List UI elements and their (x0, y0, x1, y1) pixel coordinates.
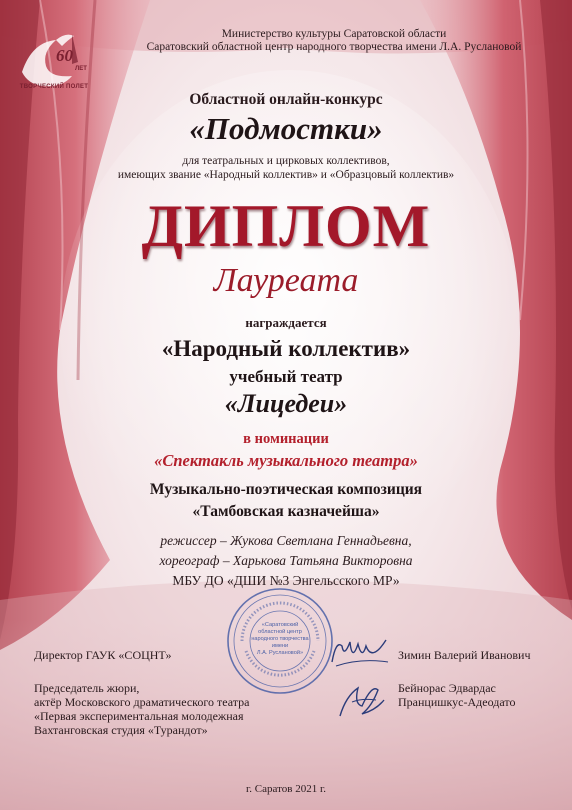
contest-name: «Подмостки» (189, 111, 383, 146)
work-choreographer: хореограф – Харькова Татьяна Викторовна (159, 553, 413, 568)
ministry-line: Министерство культуры Саратовской области (221, 28, 447, 40)
jury-role-3: «Первая экспериментальная молодежная (34, 709, 244, 723)
nomination-label: в номинации (243, 431, 329, 447)
contest-line: Областной онлайн-конкурс (189, 91, 383, 108)
center-line: Саратовский областной центр народного творчества имени Л.А. Руслановой (146, 41, 522, 53)
director-signature (326, 632, 396, 672)
jury-role-4: Вахтанговская студия «Турандот» (34, 723, 208, 737)
jury-role-2: актёр Московского драматического театра (34, 695, 250, 709)
logo-number: 60 (56, 46, 73, 65)
jury-name-2: Пранцишкус-Адеодато (398, 695, 516, 709)
recipient-name: «Лицедеи» (224, 389, 348, 418)
stamp-line-4: имени (271, 643, 289, 649)
logo-years: ЛЕТ (75, 66, 87, 72)
stamp-text (244, 622, 316, 657)
stamp-line-2: областной центр (258, 629, 302, 635)
place-date: г. Саратов 2021 г. (246, 783, 326, 795)
stamp-line-5: Л.А. Руслановой» (256, 650, 304, 656)
diploma-degree: Лауреата (213, 262, 359, 299)
recipient-type: учебный театр (229, 367, 343, 386)
nomination-name: «Спектакль музыкального театра» (154, 451, 418, 470)
director-role: Директор ГАУК «СОЦНТ» (34, 648, 172, 662)
jury-role-1: Председатель жюри, (34, 681, 140, 695)
contest-desc-2: имеющих звание «Народный коллектив» и «Образцовый коллектив» (117, 169, 455, 181)
work-genre: Музыкально-поэтическая композиция (149, 481, 423, 498)
work-institution: МБУ ДО «ДШИ №3 Энгельсского МР» (172, 573, 400, 588)
stamp-line-3: народного творчества (251, 636, 309, 642)
contest-desc-1: для театральных и цирковых коллективов, (182, 155, 390, 167)
stamp-line-1: «Саратовский (261, 622, 299, 628)
jury-name-1: Бейнорас Эдвардас (398, 681, 496, 695)
director-name: Зимин Валерий Иванович (398, 648, 531, 662)
work-title: «Тамбовская казначейша» (192, 503, 380, 520)
recipient-collective: «Народный коллектив» (161, 336, 411, 361)
awarded-label: награждается (245, 315, 327, 330)
work-director: режиссер – Жукова Светлана Геннадьевна, (160, 533, 412, 548)
diploma-title: ДИПЛОМ (141, 193, 431, 259)
jury-signature (332, 676, 392, 724)
logo-caption: ТВОРЧЕСКИЙ ПОЛЕТ (19, 84, 89, 90)
